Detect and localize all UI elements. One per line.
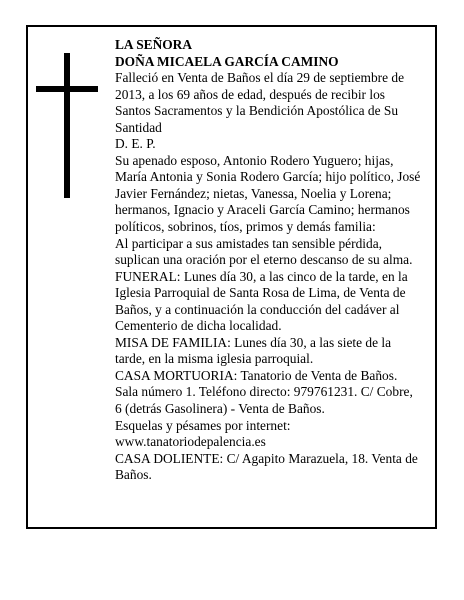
rip-line: D. E. P.	[115, 136, 156, 152]
prayer-request-paragraph: Al participar a sus amistades tan sensible pérdida, suplican una oración por el eterno descanso de su alma.	[115, 235, 413, 268]
heading-title: LA SEÑORA	[115, 37, 193, 52]
family-paragraph: Su apenado esposo, Antonio Rodero Yuguero; hijas, María Antonia y Sonia Rodero García; hijo político, José Javier Fernández; nietas, Vanessa, Noelia y Lorena; hermanos, Ignacio y Araceli García Camino; hermanos políticos, sobrinos, tíos, primos y demás familia:	[115, 152, 421, 235]
latin-cross-icon	[36, 53, 98, 198]
website-link[interactable]: www.tanatoriodepalencia.es	[115, 434, 266, 450]
obituary-text	[115, 37, 421, 484]
cross-horizontal-bar	[36, 86, 98, 92]
online-condolences-label: Esquelas y pésames por internet:	[115, 417, 291, 433]
family-mass-paragraph: MISA DE FAMILIA: Lunes día 30, a las siete de la tarde, en la misma iglesia parroquial.	[115, 334, 392, 367]
deceased-name: DOÑA MICAELA GARCÍA CAMINO	[115, 53, 339, 69]
funeral-home-paragraph: CASA MORTUORIA: Tanatorio de Venta de Baños. Sala número 1. Teléfono directo: 979761231. C/ Cobre, 6 (detrás Gasolinera) - Venta de Baños.	[115, 367, 413, 417]
funeral-paragraph: FUNERAL: Lunes día 30, a las cinco de la tarde, en la Iglesia Parroquial de Santa Rosa de Lima, de Venta de Baños, y a continuación la conducción del cadáver al Cementerio de dicha localidad.	[115, 268, 408, 334]
family-home-paragraph: CASA DOLIENTE: C/ Agapito Marazuela, 18. Venta de Baños.	[115, 450, 418, 483]
death-notice-paragraph: Falleció en Venta de Baños el día 29 de septiembre de 2013, a los 69 años de edad, después de recibir los Santos Sacramentos y la Bendición Apostólica de Su Santidad	[115, 70, 405, 135]
cross-vertical-bar	[64, 53, 70, 198]
